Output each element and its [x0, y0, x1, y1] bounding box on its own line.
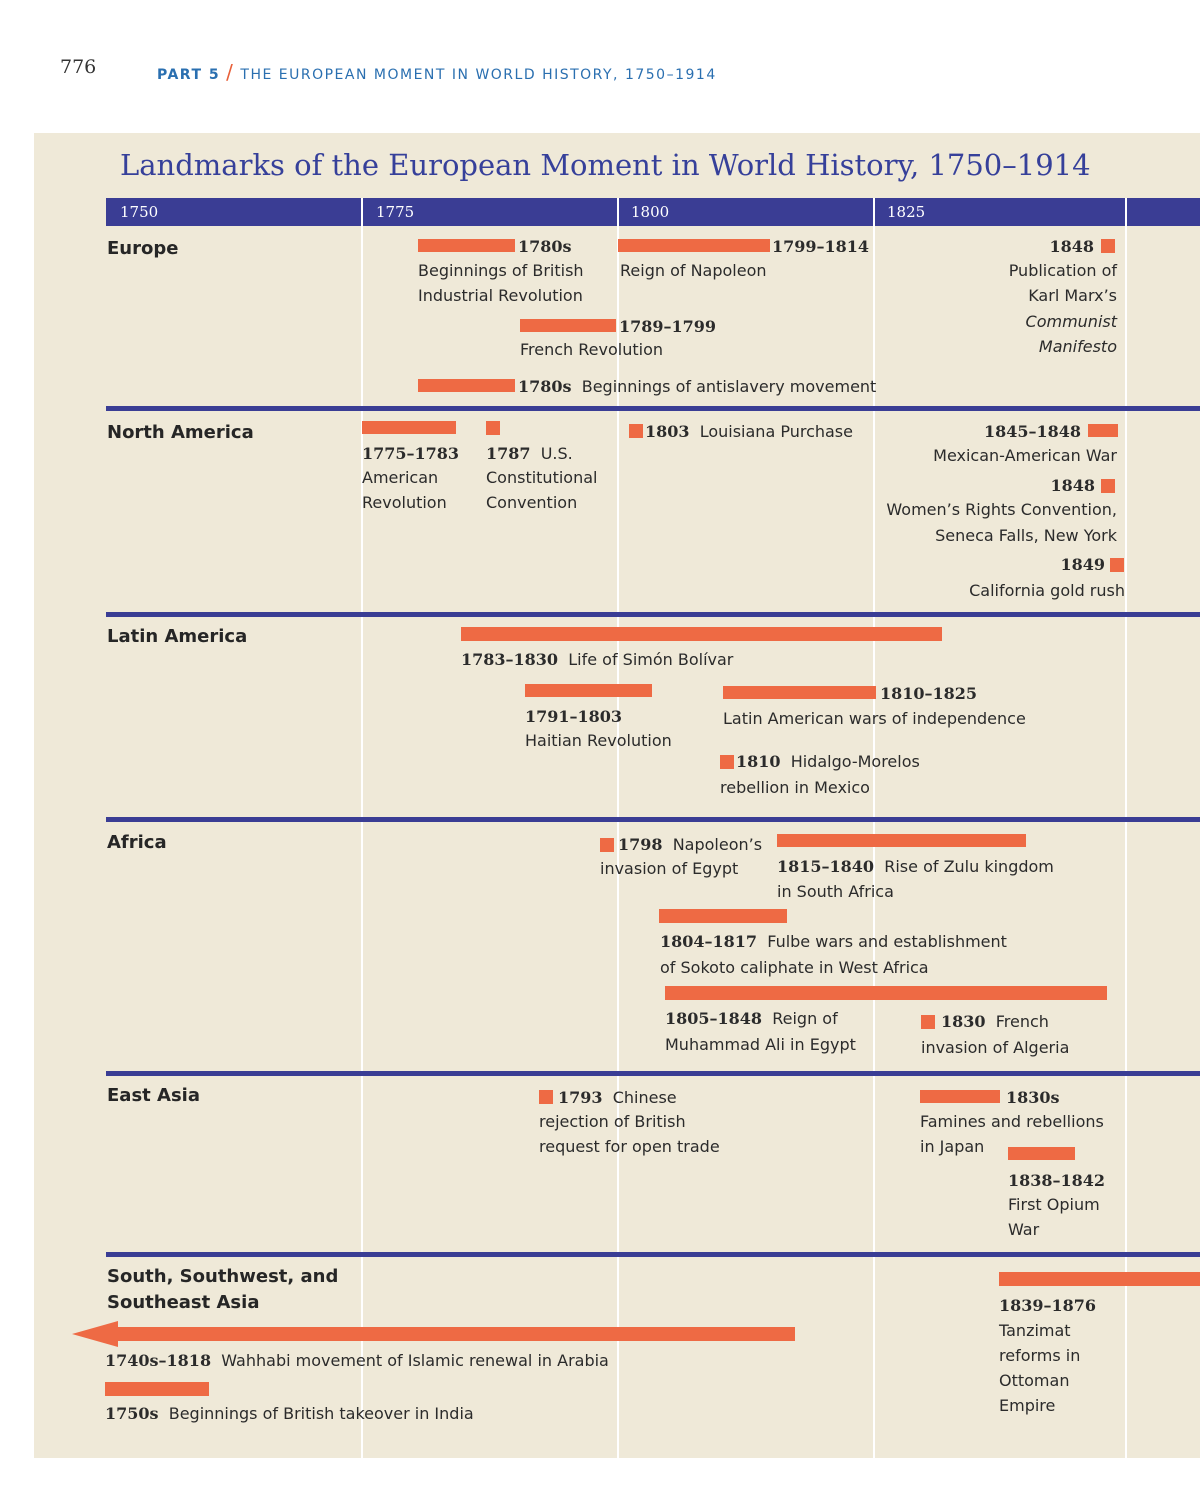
- year-label-1775: 1775: [376, 203, 415, 221]
- event-tanzimat-year: 1839–1876: [999, 1296, 1097, 1315]
- bar-india-takeover: [105, 1382, 209, 1396]
- bar-haitian-revolution: [525, 684, 652, 697]
- bar-antislavery: [418, 379, 515, 392]
- event-constitution-line2: Constitutional: [486, 468, 598, 487]
- event-independence-year: 1810–1825: [880, 684, 978, 703]
- event-marx-line1: Publication of: [1008, 261, 1117, 280]
- timeline-title: Landmarks of the European Moment in World History, 1750–1914: [120, 148, 1091, 182]
- marker-louisiana: [629, 424, 643, 438]
- bar-muhammad-ali: [665, 986, 1107, 1000]
- bar-fulbe: [659, 909, 787, 923]
- bar-mexican-war: [1088, 424, 1118, 437]
- event-zulu-line2: in South Africa: [777, 882, 894, 901]
- slash-divider: /: [226, 60, 235, 84]
- region-latin-america: Latin America: [107, 626, 248, 647]
- region-africa: Africa: [107, 832, 167, 853]
- event-womens-rights-line2: Seneca Falls, New York: [935, 526, 1117, 545]
- event-marx-line2: Karl Marx’s: [1028, 286, 1117, 305]
- event-china-line3: request for open trade: [539, 1137, 720, 1156]
- separator-south-asia: [106, 1252, 1200, 1257]
- bar-zulu: [777, 834, 1026, 847]
- separator-latin-america: [106, 612, 1200, 617]
- bar-bolivar: [461, 627, 942, 641]
- event-tanzimat-line4: Empire: [999, 1396, 1056, 1415]
- event-marx-line4: Manifesto: [1038, 337, 1117, 356]
- event-japan-line1: Famines and rebellions: [920, 1112, 1104, 1131]
- year-label-1825: 1825: [887, 203, 926, 221]
- gridline-1850: [1125, 198, 1127, 1458]
- marker-china-trade: [539, 1090, 553, 1104]
- event-fulbe-line1: 1804–1817 Fulbe wars and establishment: [660, 932, 1007, 951]
- separator-north-america: [106, 406, 1200, 411]
- event-muhammad-ali-line1: 1805–1848 Reign of: [665, 1009, 838, 1028]
- bar-tanzimat: [999, 1272, 1200, 1286]
- event-fulbe-line2: of Sokoto caliphate in West Africa: [660, 958, 929, 977]
- bar-wahhabi: [112, 1327, 795, 1341]
- bar-american-revolution: [362, 421, 456, 434]
- event-industrial-line2: Industrial Revolution: [418, 286, 583, 305]
- event-gold-rush-line1: California gold rush: [969, 581, 1125, 600]
- event-american-rev-line2: Revolution: [362, 493, 447, 512]
- running-head-part: PART 5: [157, 67, 221, 83]
- marker-egypt-invasion: [600, 838, 614, 852]
- page-number: 776: [60, 56, 97, 78]
- year-label-1750: 1750: [120, 203, 159, 221]
- marker-hidalgo: [720, 755, 734, 769]
- event-tanzimat-line2: reforms in: [999, 1346, 1081, 1365]
- event-egypt-invasion-line2: invasion of Egypt: [600, 859, 739, 878]
- event-haiti-year: 1791–1803: [525, 707, 623, 726]
- event-womens-rights-line1: Women’s Rights Convention,: [886, 500, 1117, 519]
- event-opium-year: 1838–1842: [1008, 1171, 1106, 1190]
- running-head: [157, 60, 717, 84]
- separator-africa: [106, 817, 1200, 822]
- event-french-rev-line1: French Revolution: [520, 340, 664, 359]
- event-zulu-line1: 1815–1840 Rise of Zulu kingdom: [777, 857, 1054, 876]
- bar-opium-war: [1008, 1147, 1075, 1160]
- event-napoleon-line1: Reign of Napoleon: [620, 261, 767, 280]
- event-womens-rights-year: 1848: [1050, 476, 1095, 495]
- event-india: 1750s Beginnings of British takeover in India: [105, 1404, 474, 1423]
- event-algeria-line1: 1830 French: [941, 1012, 1049, 1031]
- separator-east-asia: [106, 1071, 1200, 1076]
- event-french-rev-year: 1789–1799: [619, 317, 717, 336]
- event-gold-rush-year: 1849: [1060, 555, 1105, 574]
- event-louisiana: 1803 Louisiana Purchase: [645, 422, 853, 441]
- bar-french-revolution: [520, 319, 616, 332]
- region-south-asia-line1: South, Southwest, and: [107, 1266, 339, 1287]
- bar-industrial-revolution: [418, 239, 515, 252]
- event-china-line2: rejection of British: [539, 1112, 686, 1131]
- event-tanzimat-line3: Ottoman: [999, 1371, 1070, 1390]
- event-hidalgo-line2: rebellion in Mexico: [720, 778, 870, 797]
- event-china-line1: 1793 Chinese: [558, 1088, 677, 1107]
- event-industrial-year: 1780s: [518, 237, 572, 256]
- event-japan-line2: in Japan: [920, 1137, 985, 1156]
- event-constitution-line3: Convention: [486, 493, 578, 512]
- year-label-1800: 1800: [631, 203, 670, 221]
- event-opium-line2: War: [1008, 1220, 1040, 1239]
- event-opium-line1: First Opium: [1008, 1195, 1100, 1214]
- event-antislavery: 1780s Beginnings of antislavery movement: [518, 377, 877, 396]
- event-american-rev-line1: American: [362, 468, 439, 487]
- running-head-title: THE EUROPEAN MOMENT IN WORLD HISTORY, 1750–1914: [240, 67, 717, 83]
- event-wahhabi: 1740s–1818 Wahhabi movement of Islamic renewal in Arabia: [105, 1351, 609, 1370]
- bar-independence-wars: [723, 686, 876, 699]
- event-independence-line1: Latin American wars of independence: [723, 709, 1026, 728]
- marker-gold-rush: [1110, 558, 1124, 572]
- event-algeria-line2: invasion of Algeria: [921, 1038, 1070, 1057]
- event-haiti-line1: Haitian Revolution: [525, 731, 672, 750]
- event-muhammad-ali-line2: Muhammad Ali in Egypt: [665, 1035, 856, 1054]
- event-marx-line3: Communist: [1025, 312, 1117, 331]
- marker-algeria: [921, 1015, 935, 1029]
- region-north-america: North America: [107, 422, 254, 443]
- region-east-asia: East Asia: [107, 1085, 200, 1106]
- event-industrial-line1: Beginnings of British: [418, 261, 584, 280]
- marker-womens-rights: [1101, 479, 1115, 493]
- gridline-1775: [361, 198, 363, 1458]
- event-hidalgo-line1: 1810 Hidalgo-Morelos: [736, 752, 920, 771]
- bar-napoleon: [618, 239, 770, 252]
- event-japan-year: 1830s: [1006, 1088, 1060, 1107]
- event-constitution-year: 1787 U.S.: [486, 444, 573, 463]
- event-mexican-war-line1: Mexican-American War: [933, 446, 1117, 465]
- event-bolivar: 1783–1830 Life of Simón Bolívar: [461, 650, 734, 669]
- region-europe: Europe: [107, 238, 179, 259]
- event-marx-year: 1848: [1049, 237, 1094, 256]
- marker-constitution: [486, 421, 500, 435]
- event-american-rev-year: 1775–1783: [362, 444, 460, 463]
- bar-japan-famines: [920, 1090, 1000, 1103]
- event-mexican-war-year: 1845–1848: [983, 422, 1081, 441]
- region-south-asia-line2: Southeast Asia: [107, 1292, 260, 1313]
- event-tanzimat-line1: Tanzimat: [999, 1321, 1071, 1340]
- marker-marx: [1101, 239, 1115, 253]
- event-napoleon-year: 1799–1814: [772, 237, 870, 256]
- event-egypt-invasion-line1: 1798 Napoleon’s: [618, 835, 763, 854]
